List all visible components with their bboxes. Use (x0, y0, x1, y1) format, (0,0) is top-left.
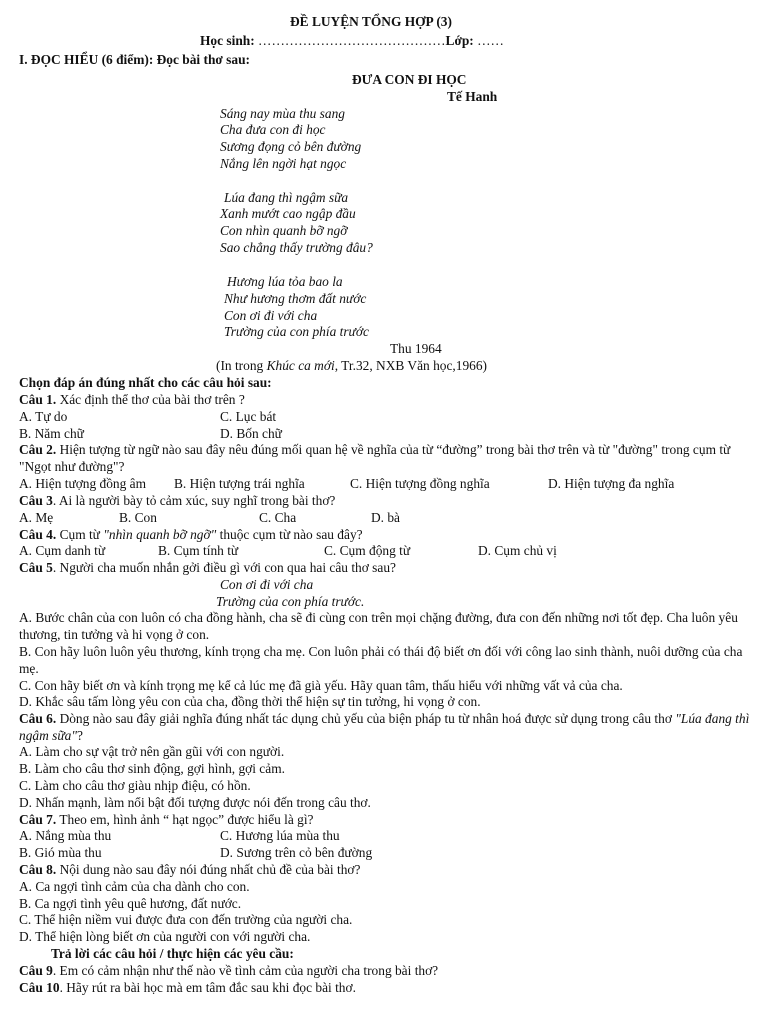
question-text: . Ai là người bày tỏ cảm xúc, suy nghĩ trong bài thơ? (52, 493, 336, 508)
q2-option-b[interactable]: B. Hiện tượng trái nghĩa (174, 476, 305, 491)
question-text: Hiện tượng từ ngữ nào sau đây nêu đúng mối quan hệ về nghĩa của từ “đường” trong bài thơ trên và từ "đường" trong cụm từ "Ngọt như đường"? (19, 442, 731, 474)
question-5 (19, 560, 396, 577)
question-number: Câu 3 (19, 493, 53, 508)
class-label: Lớp: (445, 33, 478, 48)
poem-author: Tế Hanh (447, 89, 498, 104)
q5-option-d[interactable]: D. Khắc sâu tấm lòng yêu con của cha, đồng thời thể hiện sự tin tưởng, hi vọng ở con. (19, 694, 481, 709)
q1-option-b[interactable]: B. Năm chữ (19, 426, 84, 441)
poem-line: Con nhìn quanh bỡ ngỡ (220, 223, 348, 238)
question-text: Theo em, hình ảnh “ hạt ngọc” được hiểu là gì? (56, 812, 314, 827)
question-text-post: ? (76, 727, 83, 743)
q4-option-b[interactable]: B. Cụm tính từ (158, 543, 239, 558)
q8-option-a[interactable]: A. Ca ngợi tình cảm của cha dành cho con. (19, 879, 250, 894)
section-1-heading (19, 52, 250, 69)
poem-year: Thu 1964 (390, 341, 442, 356)
q4-option-d[interactable]: D. Cụm chủ vị (478, 543, 557, 558)
q6-option-c[interactable]: C. Làm cho câu thơ giàu nhịp điệu, có hồn. (19, 778, 251, 793)
question-number: Câu 2. (19, 442, 57, 457)
q3-option-a[interactable]: A. Mẹ (19, 510, 54, 525)
q5-option-a[interactable]: A. Bước chân của con luôn có cha đồng hành, cha sẽ đi cùng con trên mọi chặng đường, đưa con đến những nơi tốt đẹp. Cha luôn yêu thương, tin tưởng và hi vọng ở con. (19, 610, 738, 642)
question-1 (19, 392, 245, 409)
question-2 (19, 442, 751, 475)
question-number: Câu 8. (19, 862, 57, 877)
q5-option-b[interactable]: B. Con hãy luôn luôn yêu thương, kính trọng cha mẹ. Con luôn phải có thái độ biết ơn đối với công lao sinh thành, nuôi dưỡng của cha mẹ. (19, 644, 743, 676)
q3-option-d[interactable]: D. bà (371, 510, 401, 525)
student-line (200, 33, 504, 50)
q7-option-b[interactable]: B. Gió mùa thu (19, 845, 102, 860)
question-4 (19, 527, 363, 544)
student-label: Học sinh: (200, 33, 259, 48)
source-suffix: , Tr.32, NXB Văn học,1966) (334, 358, 487, 373)
question-7 (19, 812, 314, 829)
student-name-blank: …………………………………… (258, 33, 446, 48)
question-text: Xác định thể thơ của bài thơ trên ? (56, 392, 245, 407)
question-10 (19, 980, 356, 997)
source-prefix: (In trong (216, 358, 267, 373)
q8-option-b[interactable]: B. Ca ngợi tình yêu quê hương, đất nước. (19, 896, 242, 911)
poem-line: Như hương thơm đất nước (224, 291, 367, 306)
worksheet-title: ĐỀ LUYỆN TỔNG HỢP (3) (290, 14, 452, 29)
q2-option-c[interactable]: C. Hiện tượng đồng nghĩa (350, 476, 490, 491)
poem-line: Sáng nay mùa thu sang (220, 106, 345, 121)
q8-option-d[interactable]: D. Thể hiện lòng biết ơn của người con với người cha. (19, 929, 311, 944)
q1-option-d[interactable]: D. Bốn chữ (220, 426, 282, 441)
question-number: Câu 1. (19, 392, 57, 407)
q5-verse-line: Con ơi đi với cha (220, 577, 314, 592)
poem-line: Lúa đang thì ngậm sữa (224, 190, 349, 205)
q8-option-c[interactable]: C. Thể hiện niềm vui được đưa con đến trường của người cha. (19, 912, 353, 927)
poem-source (216, 358, 487, 375)
poem-line: Sương đọng cỏ bên đường (220, 139, 362, 154)
question-quote: "nhìn quanh bỡ ngỡ" (103, 527, 217, 542)
q6-option-d[interactable]: D. Nhấn mạnh, làm nổi bật đối tượng được nói đến trong câu thơ. (19, 795, 371, 810)
section-1-instruction: : Đọc bài thơ sau: (148, 52, 250, 67)
q4-option-a[interactable]: A. Cụm danh từ (19, 543, 106, 558)
class-blank: …… (477, 33, 504, 48)
question-quote: "Lúa đang thì ngậm sữa" (19, 711, 750, 743)
question-3 (19, 493, 335, 510)
q2-option-a[interactable]: A. Hiện tượng đồng âm (19, 476, 147, 491)
question-text: . Người cha muốn nhắn gởi điều gì với con qua hai câu thơ sau? (52, 560, 396, 575)
q6-option-b[interactable]: B. Làm cho câu thơ sinh động, gợi hình, gợi cảm. (19, 761, 285, 776)
question-number: Câu 6. (19, 711, 57, 726)
poem-line: Nắng lên ngời hạt ngọc (220, 156, 347, 171)
q4-option-c[interactable]: C. Cụm động từ (324, 543, 411, 558)
q7-option-a[interactable]: A. Nắng mùa thu (19, 828, 112, 843)
q3-option-c[interactable]: C. Cha (259, 510, 297, 525)
question-8 (19, 862, 360, 879)
question-number: Câu 5 (19, 560, 53, 575)
q1-option-c[interactable]: C. Lục bát (220, 409, 277, 424)
q1-option-a[interactable]: A. Tự do (19, 409, 68, 424)
q3-option-b[interactable]: B. Con (119, 510, 157, 525)
open-questions-heading: Trả lời các câu hỏi / thực hiện các yêu cầu: (51, 946, 294, 961)
source-book: Khúc ca mới (266, 358, 335, 373)
poem-line: Hương lúa tỏa bao la (227, 274, 343, 289)
question-text: Nội dung nào sau đây nói đúng nhất chủ đề của bài thơ? (56, 862, 361, 877)
question-number: Câu 4. (19, 527, 57, 542)
q7-option-c[interactable]: C. Hương lúa mùa thu (220, 828, 340, 843)
question-text: . Hãy rút ra bài học mà em tâm đắc sau khi đọc bài thơ. (59, 980, 356, 995)
poem-line: Cha đưa con đi học (220, 122, 326, 137)
q2-option-d[interactable]: D. Hiện tượng đa nghĩa (548, 476, 675, 491)
q5-verse-line: Trường của con phía trước. (216, 594, 365, 609)
section-1-label: I. ĐỌC HIỂU (6 điểm) (19, 52, 149, 67)
poem-line: Trường của con phía trước (224, 324, 369, 339)
question-number: Câu 10 (19, 980, 60, 995)
question-text-post: thuộc cụm từ nào sau đây? (216, 527, 363, 542)
q7-option-d[interactable]: D. Sương trên cỏ bên đường (220, 845, 373, 860)
poem-line: Xanh mướt cao ngập đầu (220, 206, 356, 221)
question-text: . Em có cảm nhận như thế nào về tình cảm của người cha trong bài thơ? (52, 963, 439, 978)
question-6 (19, 711, 751, 744)
question-9 (19, 963, 438, 980)
poem-line: Sao chẳng thấy trường đâu? (220, 240, 373, 255)
question-text-pre: Cụm từ (56, 527, 104, 542)
question-number: Câu 9 (19, 963, 53, 978)
question-text-pre: Dòng nào sau đây giải nghĩa đúng nhất tác dụng chủ yếu của biện pháp tu từ nhân hoá được sử dụng trong câu thơ (56, 711, 676, 726)
q6-option-a[interactable]: A. Làm cho sự vật trở nên gần gũi với con người. (19, 744, 285, 759)
q5-option-c[interactable]: C. Con hãy biết ơn và kính trọng mẹ kể cả lúc mẹ đã già yếu. Hãy quan tâm, thấu hiểu với những vất vả của cha. (19, 678, 623, 693)
question-number: Câu 7. (19, 812, 57, 827)
poem-line: Con ơi đi với cha (224, 308, 318, 323)
mc-heading: Chọn đáp án đúng nhất cho các câu hỏi sau: (19, 375, 272, 390)
poem-title: ĐƯA CON ĐI HỌC (352, 72, 467, 87)
